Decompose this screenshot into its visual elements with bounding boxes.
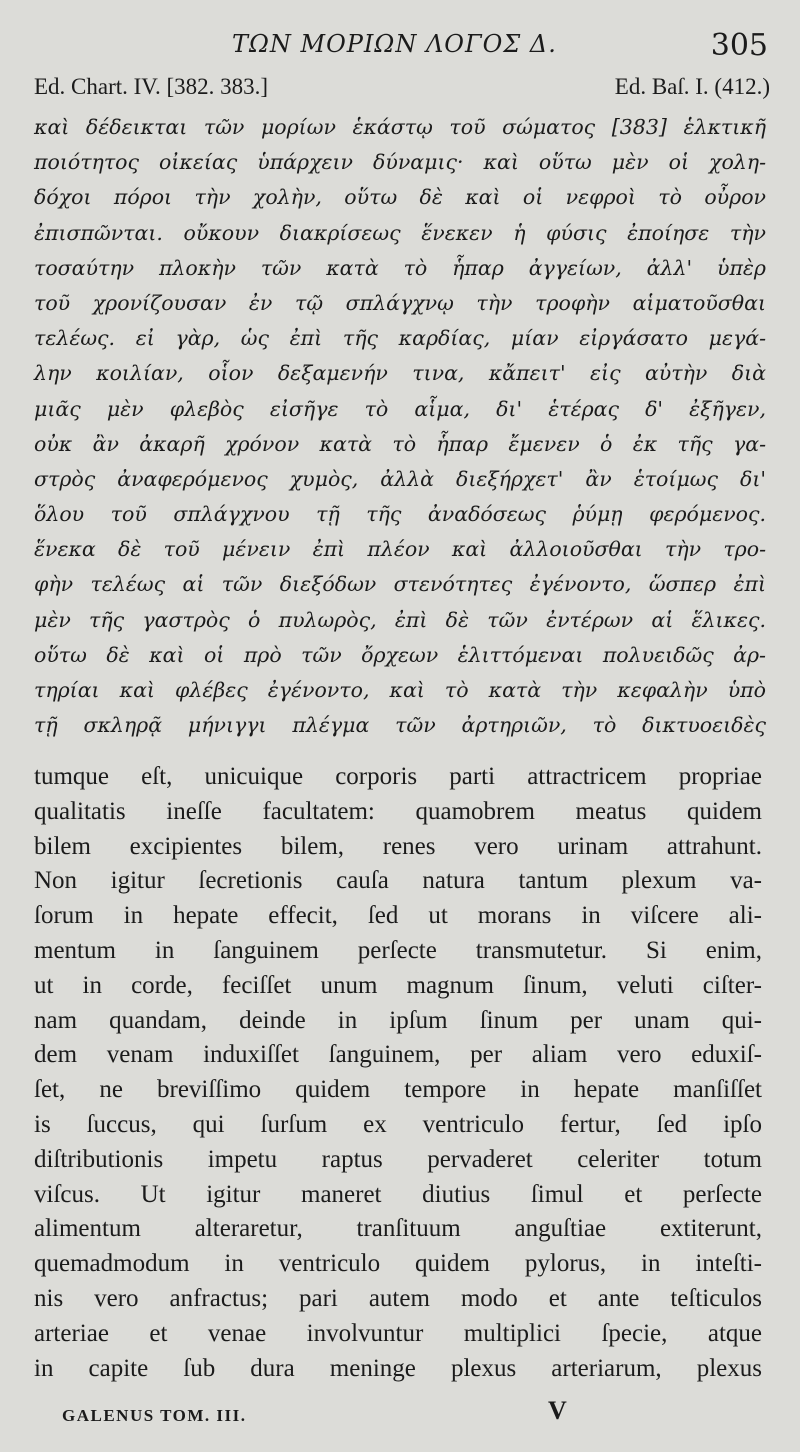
greek-text-line: λην κοιλίαν, οἷον δεξαμενήν τινα, κἄπειτ' εἰς αὐτὴν διὰ [34, 361, 766, 386]
greek-text-line: στρὸς ἀναφερόμενος χυμὸς, ἀλλὰ διεξήρχετ' ἂν ἑτοίμως δι' [34, 466, 766, 491]
running-head [0, 28, 800, 62]
greek-text-line: μὲν τῆς γαστρὸς ὁ πυλωρὸς, ἐπὶ δὲ τῶν ἐντέρων αἱ ἕλικες. [34, 607, 766, 632]
running-title: ΤΩΝ ΜΟΡΙΩΝ ΛΟΓΟΣ Δ. [232, 30, 557, 58]
latin-text-line: Non igitur ſecretionis cauſa natura tantum plexum va- [34, 867, 762, 895]
latin-text-block [34, 760, 762, 1386]
greek-text-line: τοῦ χρονίζουσαν ἐν τῷ σπλάγχνῳ τὴν τροφὴν αἱματοῦσθαι [34, 290, 766, 315]
latin-text-line: alimentum alteraretur, tranſituum anguſtiae extiterunt, [34, 1215, 762, 1243]
latin-text-line: dem venam induxiſſet ſanguinem, per aliam vero eduxiſ- [34, 1041, 762, 1069]
latin-text-line: in capite ſub dura meninge plexus arteriarum, plexus [34, 1354, 762, 1382]
latin-text-line: bilem excipientes bilem, renes vero urinam attrahunt. [34, 832, 762, 860]
greek-text-block [34, 110, 766, 743]
latin-text-line: mentum in ſanguinem perſecte transmutetur. Si enim, [34, 936, 762, 964]
edition-chartier: Ed. Chart. IV. [382. 383.] [34, 74, 269, 99]
greek-text-line: ἐπισπῶνται. οὔκουν διακρίσεως ἕνεκεν ἡ φύσις ἐποίησε τὴν [34, 220, 766, 245]
greek-text-line: φὴν τελέως αἱ τῶν διεξόδων στενότητες ἐγένοντο, ὥσπερ ἐπὶ [34, 572, 766, 597]
latin-text-line: nis vero anfractus; pari autem modo et ante teſticulos [34, 1284, 762, 1312]
latin-text-line: quemadmodum in ventriculo quidem pylorus, in inteſti- [34, 1250, 762, 1278]
latin-text-line: ſorum in hepate effecit, ſed ut morans in viſcere ali- [34, 902, 762, 930]
latin-text-line: arteriae et venae involvuntur multiplici ſpecie, atque [34, 1319, 762, 1347]
greek-text-line: ποιότητος οἰκείας ὑπάρχειν δύναμις· καὶ οὕτω μὲν οἱ χολη- [34, 150, 766, 175]
latin-text-line: ſet, ne breviſſimo quidem tempore in hepate manſiſſet [34, 1076, 762, 1104]
greek-text-line: καὶ δέδεικται τῶν μορίων ἑκάστῳ τοῦ σώματος [383] ἑλκτικῆ [34, 115, 766, 139]
greek-text-line: τελέως. εἰ γὰρ, ὡς ἐπὶ τῆς καρδίας, μίαν εἰργάσατο μεγά- [34, 326, 766, 351]
greek-text-line: οὐκ ἂν ἀκαρῆ χρόνον κατὰ τὸ ἧπαρ ἔμενεν ὁ ἐκ τῆς γα- [34, 431, 766, 456]
latin-text-line: ut in corde, feciſſet unum magnum ſinum, veluti ciſter- [34, 971, 762, 999]
latin-text-line: tumque eſt, unicuique corporis parti attractricem propriae [34, 763, 762, 790]
greek-text-line: δόχοι πόροι τὴν χολὴν, οὕτω δὲ καὶ οἱ νεφροὶ τὸ οὖρον [34, 185, 766, 210]
greek-text-line: τῇ σκληρᾷ μήνιγγι πλέγμα τῶν ἀρτηριῶν, τὸ δικτυοειδὲς [34, 713, 766, 738]
greek-text-line: τηρίαι καὶ φλέβες ἐγένοντο, καὶ τὸ κατὰ τὴν κεφαλὴν ὑπὸ [34, 678, 766, 702]
edition-basel: Ed. Baſ. I. (412.) [614, 74, 770, 99]
greek-text-line: ὅλου τοῦ σπλάγχνου τῇ τῆς ἀναδόσεως ῥύμῃ φερόμενος. [34, 502, 766, 527]
footer-signature: GALENUS TOM. III. [62, 1406, 247, 1425]
latin-text-line: diſtributionis impetu raptus pervaderet celeriter totum [34, 1145, 762, 1173]
signature-mark: V [548, 1396, 567, 1425]
latin-text-line: viſcus. Ut igitur maneret diutius ſimul et perſecte [34, 1180, 762, 1208]
latin-text-line: nam quandam, deinde in ipſum ſinum per unam qui- [34, 1006, 762, 1034]
edition-reference [0, 74, 800, 106]
greek-text-line: ἕνεκα δὲ τοῦ μένειν ἐπὶ πλέον καὶ ἀλλοιοῦσθαι τὴν τρο- [34, 537, 766, 562]
page-number: 305 [710, 28, 768, 63]
latin-text-line: is ſuccus, qui ſurſum ex ventriculo fertur, ſed ipſo [34, 1110, 762, 1138]
greek-text-line: τοσαύτην πλοκὴν τῶν κατὰ τὸ ἧπαρ ἀγγείων, ἀλλ' ὑπὲρ [34, 255, 766, 280]
latin-text-line: qualitatis ineſſe facultatem: quamobrem meatus quidem [34, 797, 762, 825]
page-footer [0, 1396, 800, 1436]
greek-text-line: μιᾶς μὲν φλεβὸς εἰσῆγε τὸ αἷμα, δι' ἑτέρας δ' ἐξῆγεν, [34, 396, 766, 421]
greek-text-line: οὕτω δὲ καὶ οἱ πρὸ τῶν ὄρχεων ἑλιττόμεναι πολυειδῶς ἀρ- [34, 642, 766, 667]
